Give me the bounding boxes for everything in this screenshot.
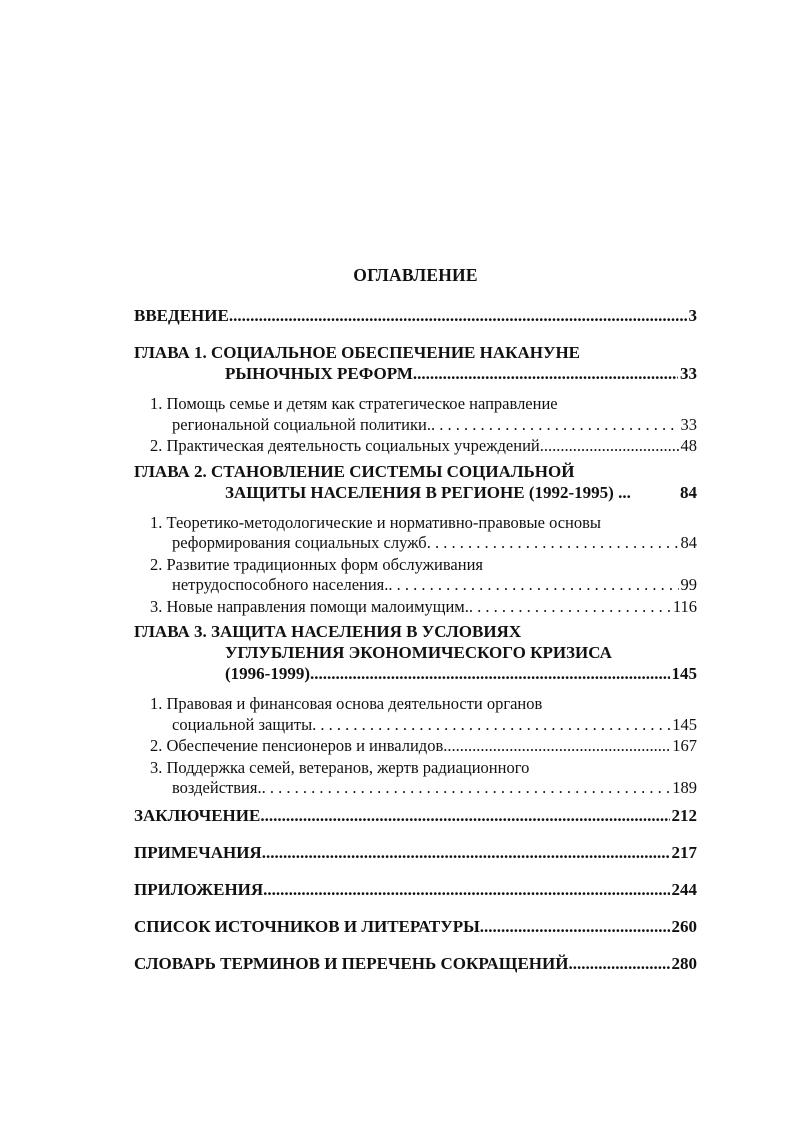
leader-dots [469,597,671,618]
section-page: 48 [680,436,697,455]
toc-entry-notes [134,842,697,863]
toc-chapter-2 [134,461,697,618]
leader-dots [443,736,670,757]
leader-dots [480,916,670,937]
section-title-line: 1. Правовая и финансовая основа деятельности органов [150,694,543,713]
toc-entry-label: ВВЕДЕНИЕ [134,306,229,325]
section-page: 84 [680,533,697,552]
toc-entry-page: 280 [671,953,697,973]
chapter-title-last [134,663,697,684]
section-title-line: 2. Развитие традиционных форм обслуживания [150,554,483,574]
table-of-contents [134,262,697,974]
toc-entry-label: ЗАКЛЮЧЕНИЕ [134,805,261,825]
leader-dots [260,805,669,826]
leader-dots [310,663,670,684]
section-title-text: 2. Практическая деятельность социальных учреждений [150,436,540,455]
toc-entry-page: 244 [671,879,697,899]
toc-section [134,513,697,554]
chapter-title-line: ГЛАВА 1. СОЦИАЛЬНОЕ ОБЕСПЕЧЕНИЕ НАКАНУНЕ [134,343,581,362]
toc-section [134,436,697,457]
chapter-page: 145 [671,664,697,683]
section-title-last [150,736,697,757]
toc-section [134,555,697,596]
section-page: 116 [672,596,697,616]
leader-dots [229,305,687,326]
section-page: 167 [672,736,697,755]
section-title-line: 1. Помощь семье и детям как стратегическое направление [150,394,558,413]
section-page: 99 [680,575,697,594]
chapter-title-line: УГЛУБЛЕНИЯ ЭКОНОМИЧЕСКОГО КРИЗИСА [225,643,612,662]
toc-section [134,694,697,735]
leader-dots [568,953,669,974]
chapter-page: 33 [680,364,697,383]
section-title-line: 3. Поддержка семей, ветеранов, жертв радиационного [150,757,530,777]
chapter-page: 84 [680,482,697,502]
leader-dots [262,842,670,863]
section-title-last [150,436,697,457]
leader-dots [540,436,679,457]
toc-entry-sources [134,916,697,937]
section-title-text: социальной защиты [172,714,313,734]
toc-section [134,597,697,618]
section-page: 189 [672,778,697,797]
section-title-text: 2. Обеспечение пенсионеров и инвалидов [150,736,444,755]
leader-dots [427,533,679,554]
chapter-title-last [134,482,697,503]
toc-chapter-3 [134,621,697,799]
toc-entry-page: 212 [671,805,697,825]
chapter-title-text: РЫНОЧНЫХ РЕФОРМ [225,364,413,383]
section-page: 33 [680,414,697,434]
section-page: 145 [672,714,697,734]
section-title-text: региональной социальной политики. [172,414,431,434]
leader-dots [312,715,670,736]
toc-section [134,394,697,435]
toc-entry-page: 260 [671,916,697,936]
chapter-title-last [134,363,697,384]
toc-entry-page: 3 [688,306,697,325]
chapter-title-line: ГЛАВА 2. СТАНОВЛЕНИЕ СИСТЕМЫ СОЦИАЛЬНОЙ [134,461,575,481]
toc-chapter-1 [134,342,697,457]
toc-section [134,758,697,799]
toc-entry-glossary [134,953,697,974]
toc-entry-label: СЛОВАРЬ ТЕРМИНОВ И ПЕРЕЧЕНЬ СОКРАЩЕНИЙ [134,953,569,973]
toc-entry-page: 217 [671,842,697,862]
chapter-title-text: ЗАЩИТЫ НАСЕЛЕНИЯ В РЕГИОНЕ (1992-1995) ... [225,482,631,502]
toc-entry-label: ПРИЛОЖЕНИЯ [134,879,264,899]
section-title-text: реформирования социальных служб [172,533,427,552]
section-title-last [150,778,697,799]
leader-dots [263,879,669,900]
section-title-last [150,533,697,554]
toc-title: ОГЛАВЛЕНИЕ [353,265,478,285]
leader-dots [388,575,678,596]
section-title-text: нетрудоспособного населения. [172,575,389,594]
leader-dots [431,415,679,436]
chapter-heading [134,621,697,684]
section-title-text: воздействия. [172,778,262,797]
chapter-title-line: ГЛАВА 3. ЗАЩИТА НАСЕЛЕНИЯ В УСЛОВИЯХ [134,622,522,641]
toc-entry-appendices [134,879,697,900]
toc-entry-conclusion [134,805,697,826]
chapter-heading [134,342,697,384]
section-title-line: 1. Теоретико-методологические и нормативно-правовые основы [150,512,602,532]
section-title-last [150,575,697,596]
chapter-heading [134,461,697,503]
section-title-last [150,415,697,436]
toc-entry-label: ПРИМЕЧАНИЯ [134,842,262,862]
section-title-last [150,597,697,618]
leader-dots [413,363,678,384]
leader-dots [262,778,671,799]
section-title-last [150,715,697,736]
toc-section [134,736,697,757]
chapter-title-text: (1996-1999) [225,664,310,683]
toc-entry-intro [134,305,697,326]
section-title-text: 3. Новые направления помощи малоимущим. [150,596,469,616]
toc-entry-label: СПИСОК ИСТОЧНИКОВ И ЛИТЕРАТУРЫ [134,916,480,936]
